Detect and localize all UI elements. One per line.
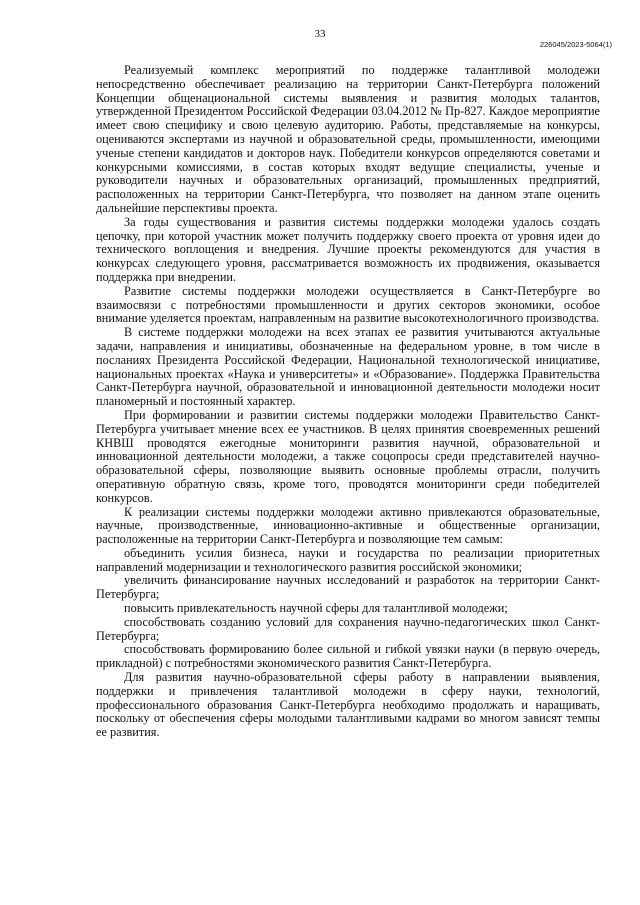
- paragraph-3: Развитие системы поддержки молодежи осуществляется в Санкт-Петербурге во взаимосвязи с потребностями промышленности и других секторов экономики, особое внимание уделяется проектам, направленным на развитие высокотехнологичного производства.: [96, 283, 600, 326]
- document-body: [96, 64, 600, 740]
- paragraph-7: Для развития научно-образовательной сферы работу в направлении выявления, поддержки и привлечения талантливой молодежи в сферу науки, технологий, профессионального образования Санкт-Петербурга необходимо продолжать и наращивать, поскольку от обеспечения сферы молодыми талантливыми кадрами во многом зависят темпы ее развития.: [96, 670, 600, 740]
- page-number: 33: [314, 28, 326, 40]
- list-item-1: объединить усилия бизнеса, науки и государства по реализации приоритетных направлений модернизации и технологического развития российской экономики;: [96, 545, 600, 574]
- list-item-4: способствовать созданию условий для сохранения научно-педагогических школ Санкт-Петербурга;: [96, 614, 600, 643]
- list-item-5: способствовать формированию более сильной и гибкой увязки науки (в первую очередь, прикладной) с потребностями экономического развития Санкт-Петербурга.: [96, 642, 600, 671]
- list-item-2: увеличить финансирование научных исследований и разработок на территории Санкт-Петербурга;: [96, 573, 600, 602]
- paragraph-5: При формировании и развитии системы поддержки молодежи Правительство Санкт-Петербурга учитывает мнение всех ее участников. В целях принятия своевременных решений КНВШ проводятся ежегодные мониторинги развития научной, образовательной и инновационной деятельности молодежи, а также соцопросы среди представителей научно-образовательной сферы, позволяющие выявить основные проблемы отрасли, получить оперативную обратную связь, кроме того, проводятся мониторинги среди победителей конкурсов.: [96, 407, 600, 505]
- paragraph-1: Реализуемый комплекс мероприятий по поддержке талантливой молодежи непосредственно обеспечивает реализацию на территории Санкт-Петербурга положений Концепции общенациональной системы выявления и развития молодых талантов, утвержденной Президентом Российской Федерации 03.04.2012 № Пр-827. Каждое мероприятие имеет свою специфику и свою целевую аудиторию. Работы, представляемые на конкурсы, оцениваются экспертами из научной и образовательной среды, промышленности, имеющими ученые степени кандидатов и докторов наук. Победители конкурсов определяются советами и конкурсными комиссиями, в состав которых входят ведущие специалисты, ученые и руководители научных и образовательных организаций, промышленных предприятий, расположенных на территории Санкт-Петербурга, что позволяет на данном этапе оценить дальнейшие перспективы проекта.: [96, 63, 600, 215]
- paragraph-2: За годы существования и развития системы поддержки молодежи удалось создать цепочку, при которой участник может получить поддержку своего проекта от уровня идеи до технического воплощения и внедрения. Лучшие проекты рекомендуются для участия в конкурсах следующего уровня, рассматривается возможность их продвижения, оказывается поддержка при внедрении.: [96, 214, 600, 284]
- paragraph-6: К реализации системы поддержки молодежи активно привлекаются образовательные, научные, производственные, инновационно-активные и общественные организации, расположенные на территории Санкт-Петербурга и позволяющие тем самым:: [96, 504, 600, 547]
- list-item-3: повысить привлекательность научной сферы для талантливой молодежи;: [124, 601, 508, 616]
- document-id: 226045/2023-5064(1): [539, 40, 612, 49]
- paragraph-4: В системе поддержки молодежи на всех этапах ее развития учитываются актуальные задачи, направления и инициативы, обозначенные на федеральном уровне, в том числе в посланиях Президента Российской Федерации, Национальной технологической инициативе, национальных проектах «Наука и университеты» и «Образование». Поддержка Правительства Санкт-Петербурга научной, образовательной и инновационной деятельности молодежи носит планомерный и постоянный характер.: [96, 325, 600, 409]
